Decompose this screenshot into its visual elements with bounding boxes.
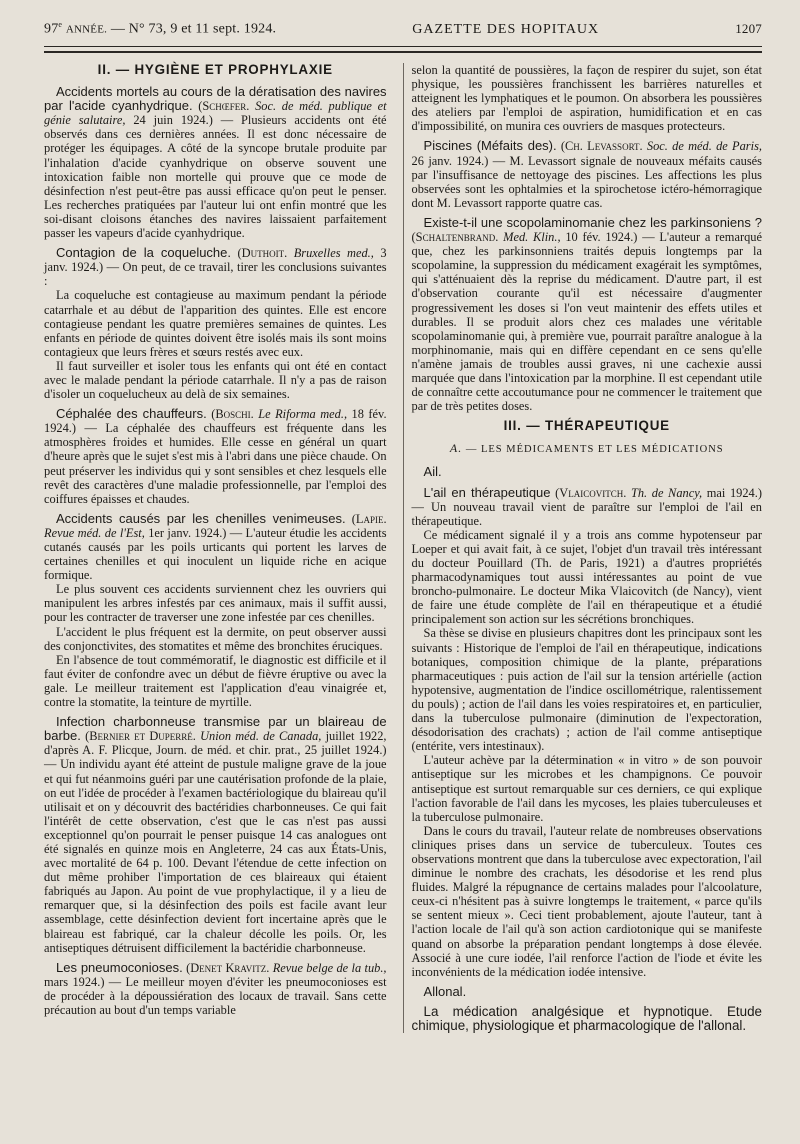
- article-paragraph: [44, 653, 387, 709]
- article-heading: Accidents mortels au cours de la dératisation des navires par l'acide cyanhydrique.: [44, 84, 387, 114]
- article-source: Th. de Nancy,: [630, 485, 703, 500]
- running-head: [44, 20, 762, 42]
- paragraph-text: En l'absence de tout commémoratif, le diagnostic est difficile et il faut éviter de confondre avec un début de fièvre éruptive ou avec la gale. Le meilleur traitement est l'application d'eau vinaigrée et, contre la stomatite, la teinture de myrtille.: [44, 652, 387, 710]
- paragraph-text: 10 fév. 1924.) — L'auteur a remarqué que, chez les parkinsonniens traités depuis longtemps par la scopolamine, la suppression du médicament exagérait les symptômes, qui s'atténuaient dès la reprise du médicament. D'autre part, il est d'observation courante qu'il est nécessaire d'augmenter progressivement les doses si l'on veut maintenir des effets utiles et durables. Il se produit alors chez ces malades une véritable scopolaminomanie qui, à première vue, pourrait paraître analogue à la morphinomanie, mais qui en diffère cependant en ce sens qu'elle n'amène jamais de troubles aussi graves, ni une cachexie aussi marquée que dans l'intoxication par la morphine. Il est cependant utile de connaître cette accoutumance pour ne commencer le traitement que par de très petites doses.: [411, 230, 762, 414]
- paragraph-text: L'auteur achève par la détermination « in vitro » de son pouvoir antiseptique sur les microbes et les champignons. Ce pouvoir antiseptique est surtout remarquable sur ces derniers, ce qui explique l'action favorable de l'ail dans les mycoses, les plaies tuberculeuses et la tuberculose pulmonaire.: [411, 753, 762, 824]
- article-author: (Schaltenbrand.: [411, 230, 499, 245]
- text-columns: [44, 63, 762, 1033]
- paragraph-text: La coqueluche est contagieuse au maximum pendant la période catarrhale et au début de l'apparition des quintes. Elle est encore contagieuse pendant les quatre premières semaines de quintes. Les enfants en période de quintes doivent être isolés mais ils sont moins contagieux que leurs frères et sœurs restés avec eux.: [44, 288, 387, 359]
- article-source: Soc. de méd. de Paris,: [646, 139, 762, 154]
- article-paragraph: [412, 824, 762, 979]
- article-paragraph: [44, 625, 387, 653]
- article-paragraph: [412, 626, 762, 753]
- right-articles: [412, 139, 762, 413]
- article-paragraph: [44, 288, 387, 358]
- article-author: (Ch. Levassort.: [560, 139, 643, 154]
- section-title-therapeutique: III. — THÉRAPEUTIQUE: [503, 418, 670, 434]
- article-lead-paragraph: [412, 216, 762, 413]
- article: [44, 961, 387, 1017]
- paragraph-text: L'accident le plus fréquent est la dermite, on peut observer aussi des conjonctivites, des stomatites et même des bronchites éruciques.: [44, 624, 387, 653]
- left-articles: [44, 85, 387, 1017]
- article-lead-paragraph: [44, 715, 387, 955]
- article-author: (Boschi.: [211, 407, 254, 422]
- issue-line: [44, 20, 276, 38]
- article: [412, 486, 762, 979]
- issue-year-number: 97: [44, 21, 59, 37]
- article-source: Soc. de méd. publique et génie salutaire,: [44, 99, 387, 128]
- article-lead-paragraph: [44, 246, 387, 288]
- article: [412, 216, 762, 413]
- article: [44, 715, 387, 955]
- paragraph-text: Dans le cours du travail, l'auteur relate de nombreuses observations cliniques prises dans un service de tuberculeux. Toutes ces observations montrent que dans la tuberculose avec expectoration, l'ail diminue le nombre des crachats, les désodorise et les rend plus fluides. Malgré la répugnance de certains malades pour l'alcoolature, ceux-ci n'hésitent pas à suivre longtemps le traitement, « parce qu'ils se sentent mieux ». Ceci tient probablement, ajoute l'auteur, tant à l'action locale de l'ail qu'à son action cardiotonique qui se manifeste quand on absorbe la préparation pendant longtemps à dose élevée. Associé à une cure iodée, l'ail renforce l'action de l'iode et évite les inconvénients de la médication iodée intensive.: [411, 823, 762, 979]
- paragraph-text: 24 juin 1924.) — Plusieurs accidents ont été observés dans ces dernières années. Il est donc nécessaire de protéger les équipages. A côté de la syncope brutale produite par l'inhalation d'acide cyanhydrique on observe souvent une intoxication faible non mortelle qui prouve que ce mode de désinfection n'est peut-être pas aussi efficace qu'on peut le penser. Les recherches pratiquées par l'auteur lui ont enfin montré que les soi-disant cloisons étanches des navires laissaient parfaitement passer les vapeurs d'acide cyanhydrique.: [44, 113, 387, 241]
- article-lead-paragraph: [44, 85, 387, 240]
- article-lead-paragraph: [44, 512, 387, 582]
- article-heading: Accidents causés par les chenilles venimeuses.: [56, 510, 346, 526]
- right-column: [412, 63, 762, 1033]
- section-title-hygiene: II. — HYGIÈNE ET PROPHYLAXIE: [97, 62, 333, 77]
- allonal-heading: [412, 1005, 762, 1033]
- article-heading: Existe-t-il une scopolaminomanie chez les parkinsoniens ?: [423, 214, 762, 230]
- ail-article: [412, 486, 762, 979]
- article-paragraph: [412, 528, 762, 627]
- subsection-label: — LES MÉDICAMENTS ET LES MÉDICATIONS: [465, 444, 724, 456]
- left-column: [44, 63, 395, 1033]
- article-lead-paragraph: [44, 961, 387, 1017]
- article-heading: La médication analgésique et hypnotique. Etude chimique, physiologique et pharmacologique de l'allonal.: [411, 1003, 762, 1033]
- article-source: Revue belge de la tub.,: [272, 960, 387, 975]
- drug-heading-ail: Ail.: [423, 464, 442, 480]
- article-paragraph: [44, 359, 387, 401]
- paragraph-text: mars 1924.) — Le meilleur moyen d'éviter les pneumoconioses est de procéder à la dépoussiération des locaux de travail. Sans cette précaution au bout d'un temps variable: [44, 974, 387, 1017]
- article-author: (Schœfer.: [198, 99, 250, 114]
- article-paragraph: [44, 582, 387, 624]
- article-author: (Bernier et Duperré.: [85, 729, 196, 744]
- subsection-title-medicaments: [412, 441, 762, 457]
- paragraph-text: Ce médicament signalé il y a trois ans comme hypotenseur par Loeper et qui avait fait, à ce sujet, l'objet d'un travail très intéressant du docteur Pouillard (Th. de Paris, 1921) a d'autres propriétés pharmacodynamiques tout aussi intéressantes au point de vue broncho-pulmonaire. Le docteur Mika Vlaicovitch (de Nancy), vient de faire une étude complète de l'ail en thérapeutique et a étudié principalement son action sur les sécrétions bronchiques.: [411, 527, 762, 627]
- paragraph-text: 18 fév. 1924.) — La céphalée des chauffeurs est fréquente dans les atmosphères froides et humides. Elle cesse en général un quart d'heure après que le sujet s'est mis à l'abri dans une pièce chaude. On peut préserver les individus qui y sont sensibles et chez lesquels elle revêt des caractères d'une maladie professionnelle, par l'emploi des coiffures épaisses et chaudes.: [44, 407, 387, 506]
- paragraph-text: juillet 1922, d'après A. F. Plicque, Journ. de méd. et chir. prat., 25 juillet 1924.) — Un individu ayant été atteint de pustule maligne grave de la joue et qui fut néanmoins guéri par une cautérisation profonde de la plaie, on eut l'idée de procéder à l'examen bactériologique du blaireau qu'il utilisait et on y découvrit des bactéridies charbonneuses. Ce qui fait l'intérêt de cette observation, c'est que le cas n'est pas aussi exceptionnel qu'on pourrait le penser puisque 14 cas analogues ont été signalés en quinze mois en Angleterre, 24 cas aux États-Unis, avec mortalité de 64 p. 100. Devant l'étendue de cette infection on dut même prohiber l'importation de ces blaireaux qui étaient fabriqués au Japon. Au point de vue prophylactique, il y a lieu de remarquer que, si la désinfection des poils est facile avant leur assemblage, cette désinfection devient fort incertaine après que le blaireau est fabriqué, car la chaleur décolle les poils. Or, les antiseptiques détruisent difficilement la bactéridie charbonneuse.: [44, 729, 387, 955]
- article-paragraph: [412, 753, 762, 823]
- paragraph-text: 3 janv. 1924.) — On peut, de ce travail, tirer les conclusions suivantes :: [44, 246, 387, 289]
- article-source: Bruxelles med.,: [293, 246, 374, 261]
- issue-year-suffix: e: [58, 20, 63, 29]
- article: [412, 139, 762, 209]
- article-heading: Les pneumoconioses.: [56, 959, 183, 975]
- paragraph-text: Le plus souvent ces accidents surviennent chez les ouvriers qui manipulent les arbres infestés par ces animaux, mais il suffit aussi, pour les contracter de traverser une zone infestée par ces chenilles.: [44, 582, 387, 625]
- continuation-paragraph: selon la quantité de poussières, la façon de respirer du sujet, son état physique, les poussières franchissent les barrières naturelles et atteignent les lymphatiques et le poumon. On absorbera les poussières des ateliers par l'emploi de aspiration, humidification et en cas d'impossibilité, on munira ces ouvriers de masques protecteurs.: [411, 63, 762, 134]
- column-divider: [403, 63, 404, 1033]
- article-heading: Infection charbonneuse transmise par un blaireau de barbe.: [44, 714, 387, 744]
- article-heading: Contagion de la coqueluche.: [56, 245, 232, 261]
- article-lead-paragraph: [44, 407, 387, 506]
- article-lead-paragraph: [412, 486, 762, 528]
- article-source: Med. Klin.,: [503, 230, 561, 245]
- header-double-rule: [44, 46, 762, 53]
- article-source: Le Riforma med.,: [258, 407, 348, 422]
- article-source: Revue méd. de l'Est,: [44, 525, 145, 540]
- paragraph-text: mai 1924.) — Un nouveau travail vient de paraître sur l'emploi de l'ail en thérapeutique.: [411, 485, 762, 528]
- article: [44, 246, 387, 401]
- paragraph-text: 26 janv. 1924.) — M. Levassort signale de nouveaux méfaits causés par l'insuffisance de nettoyage des piscines. Les affections les plus observées sont les ophtalmies et la spirochetose ictéro-hémorragique dont M. Levassort rapporte quatre cas.: [411, 153, 762, 210]
- article-heading: Piscines (Méfaits des).: [423, 138, 557, 154]
- article-author: (Lapie.: [351, 511, 387, 526]
- article-lead-paragraph: [412, 139, 762, 209]
- drug-heading-allonal: Allonal.: [423, 983, 467, 999]
- journal-title: GAZETTE DES HOPITAUX: [412, 21, 600, 37]
- article: [44, 512, 387, 709]
- issue-word: ANNÉE.: [65, 23, 108, 36]
- paragraph-text: Il faut surveiller et isoler tous les enfants qui ont été en contact avec le malade pendant la période catarrhale. Il n'y a pas de raison d'isoler un coquelucheux au delà de six semaines.: [44, 358, 387, 402]
- article: [44, 85, 387, 240]
- article: [44, 407, 387, 506]
- issue-number-date: — N° 73, 9 et 11 sept. 1924.: [110, 21, 277, 37]
- article-heading: L'ail en thérapeutique: [423, 484, 551, 500]
- paragraph-text: Sa thèse se divise en plusieurs chapitres dont les principaux sont les suivants : Historique de l'emploi de l'ail en thérapeutique, indications botaniques, composition chimique de la plante, préparations pharmaceutiques : puis action de l'ail sur la tension artérielle (action hypotensive, augmentation de l'indice oscillométrique, ralentissement du pouls) ; action de l'ail dans les voies respiratoires et, en particulier, dans la tuberculose pulmonaire (diminution de l'expectoration, désodorisation des crachats) ; action de l'ail comme antiseptique (entérite, vers intestinaux).: [411, 626, 762, 754]
- paragraph-text: 1er janv. 1924.) — L'auteur étudie les accidents cutanés causés par les poils urticants qui portent les larves de certaines chenilles et qui inoculent un liquide riche en acique formique.: [44, 525, 387, 583]
- article-author: (Denet Kravitz.: [186, 960, 270, 975]
- article-author: (Duthoit.: [237, 246, 288, 261]
- article-source: Union méd. de Canada,: [200, 729, 322, 744]
- page-number: 1207: [735, 20, 762, 36]
- article-author: (Vlaicovitch.: [555, 485, 627, 500]
- article-heading: Céphalée des chauffeurs.: [56, 406, 207, 422]
- subsection-letter: A.: [449, 441, 463, 456]
